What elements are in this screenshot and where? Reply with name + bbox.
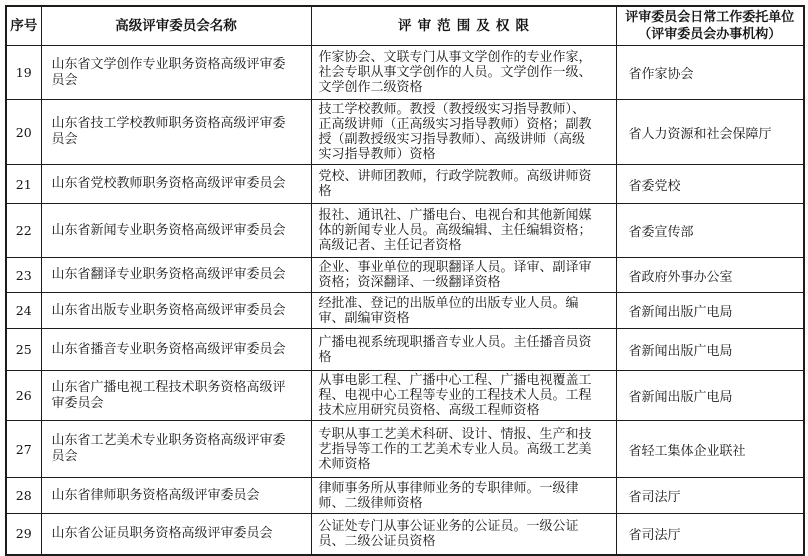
table-row <box>6 293 804 329</box>
table-row <box>6 165 804 204</box>
cell-name: 山东省技工学校教师职务资格高级评审委员会 <box>41 100 311 165</box>
cell-no: 27 <box>6 421 41 478</box>
cell-unit: 省新闻出版广电局 <box>616 329 804 371</box>
cell-scope: 企业、事业单位的现职翻译人员。译审、副译审资格；资深翻译、一级翻译资格 <box>311 258 616 293</box>
header-unit-line2: （评审委员会办事机构） <box>638 27 782 42</box>
table-row <box>6 100 804 165</box>
cell-unit: 省司法厅 <box>616 514 804 555</box>
cell-no: 24 <box>6 293 41 329</box>
table-row <box>6 514 804 555</box>
cell-name: 山东省党校教师职务资格高级评审委员会 <box>41 165 311 204</box>
cell-name: 山东省广播电视工程技术职务资格高级评审委员会 <box>41 371 311 421</box>
cell-scope: 专职从事工艺美术科研、设计、情报、生产和技艺指导等工作的工艺美术专业人员。高级工艺美术师资格 <box>311 421 616 478</box>
cell-scope: 作家协会、文联专门从事文学创作的专业作家，社会专职从事文学创作的人员。文学创作一级、文学创作二级资格 <box>311 46 616 100</box>
header-row <box>6 6 804 46</box>
table-row <box>6 46 804 100</box>
cell-name: 山东省播音专业职务资格高级评审委员会 <box>41 329 311 371</box>
header-unit-line1: 评审委员会日常工作委托单位 <box>625 10 795 25</box>
cell-unit: 省政府外事办公室 <box>616 258 804 293</box>
cell-scope: 报社、通讯社、广播电台、电视台和其他新闻媒体的新闻专业人员。高级编辑、主任编辑资格；高级记者、主任记者资格 <box>311 204 616 258</box>
cell-scope: 从事电影工程、广播中心工程、广播电视覆盖工程、电视中心工程等专业的工程技术人员。工程技术应用研究员资格、高级工程师资格 <box>311 371 616 421</box>
header-scope: 评审范围及权限 <box>311 6 616 46</box>
header-unit <box>616 6 804 46</box>
table-row <box>6 258 804 293</box>
cell-no: 28 <box>6 478 41 514</box>
cell-scope: 技工学校教师。教授（教授级实习指导教师）、正高级讲师（正高级实习指导教师）资格；副教授（副教授级实习指导教师）、高级讲师（高级实习指导教师）资格 <box>311 100 616 165</box>
header-name: 高级评审委员会名称 <box>41 6 311 46</box>
cell-unit: 省轻工集体企业联社 <box>616 421 804 478</box>
table-row <box>6 478 804 514</box>
cell-unit: 省委党校 <box>616 165 804 204</box>
table-row <box>6 371 804 421</box>
cell-name: 山东省新闻专业职务资格高级评审委员会 <box>41 204 311 258</box>
cell-scope: 公证处专门从事公证业务的公证员。一级公证员、二级公证员资格 <box>311 514 616 555</box>
cell-unit: 省新闻出版广电局 <box>616 371 804 421</box>
cell-name: 山东省律师职务资格高级评审委员会 <box>41 478 311 514</box>
cell-name: 山东省出版专业职务资格高级评审委员会 <box>41 293 311 329</box>
cell-unit: 省新闻出版广电局 <box>616 293 804 329</box>
cell-scope: 党校、讲师团教师，行政学院教师。高级讲师资格 <box>311 165 616 204</box>
cell-no: 26 <box>6 371 41 421</box>
table-row <box>6 421 804 478</box>
cell-no: 22 <box>6 204 41 258</box>
cell-no: 25 <box>6 329 41 371</box>
cell-name: 山东省工艺美术专业职务资格高级评审委员会 <box>41 421 311 478</box>
cell-no: 21 <box>6 165 41 204</box>
cell-unit: 省委宣传部 <box>616 204 804 258</box>
cell-no: 20 <box>6 100 41 165</box>
table-row <box>6 329 804 371</box>
cell-no: 29 <box>6 514 41 555</box>
cell-no: 23 <box>6 258 41 293</box>
cell-scope: 经批准、登记的出版单位的出版专业人员。编审、副编审资格 <box>311 293 616 329</box>
cell-no: 19 <box>6 46 41 100</box>
cell-unit: 省作家协会 <box>616 46 804 100</box>
header-no: 序号 <box>6 6 41 46</box>
cell-scope: 广播电视系统现职播音专业人员。主任播音员资格 <box>311 329 616 371</box>
cell-scope: 律师事务所从事律师业务的专职律师。一级律师、二级律师资格 <box>311 478 616 514</box>
cell-unit: 省人力资源和社会保障厅 <box>616 100 804 165</box>
cell-name: 山东省文学创作专业职务资格高级评审委员会 <box>41 46 311 100</box>
committee-table <box>5 5 805 556</box>
cell-name: 山东省翻译专业职务资格高级评审委员会 <box>41 258 311 293</box>
table-row <box>6 204 804 258</box>
cell-unit: 省司法厅 <box>616 478 804 514</box>
cell-name: 山东省公证员职务资格高级评审委员会 <box>41 514 311 555</box>
